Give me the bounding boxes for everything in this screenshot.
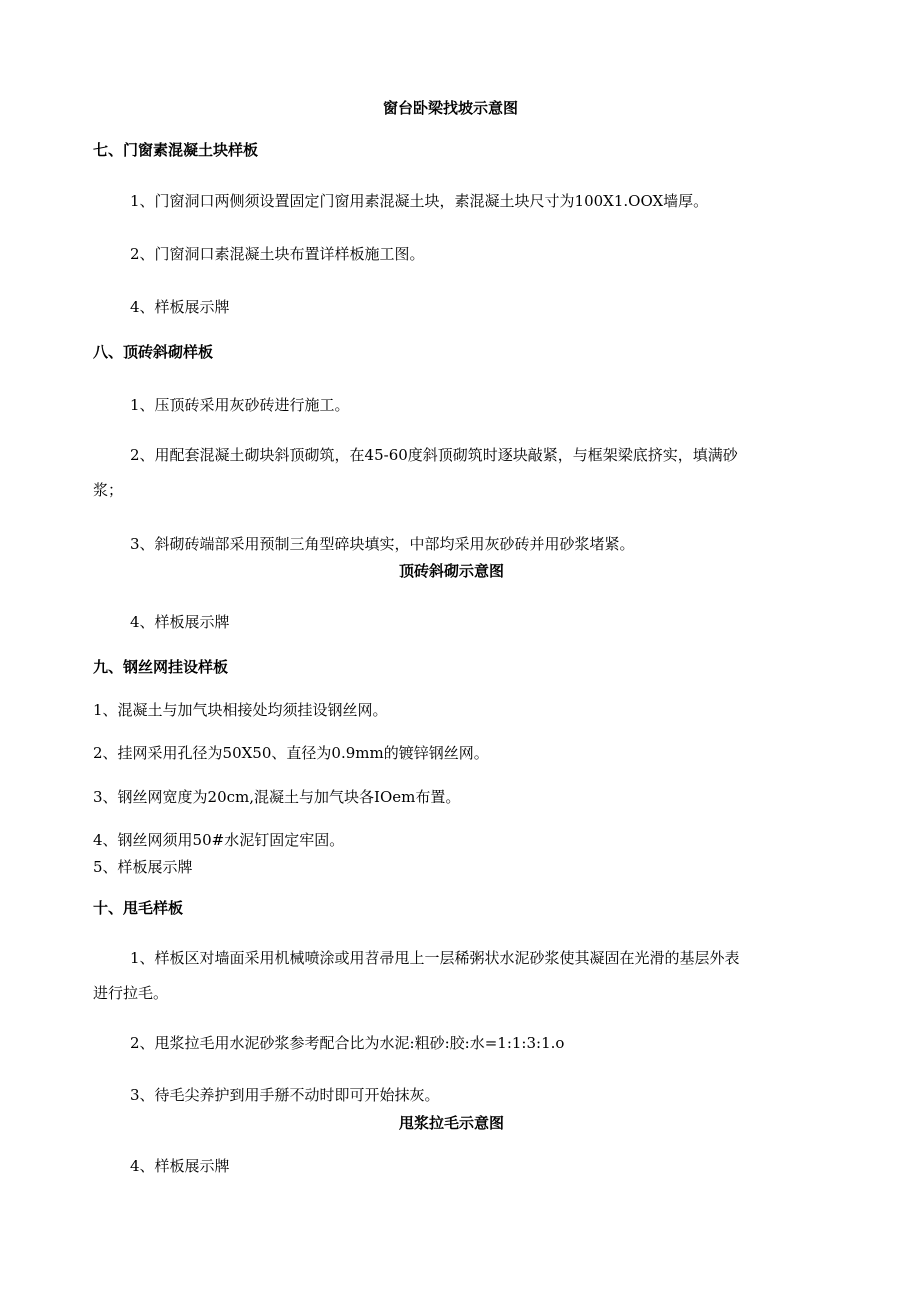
paragraph: 4、钢丝网须用50#水泥钉固定牢固。: [93, 831, 345, 849]
paragraph: 2、挂网采用孔径为50X50、直径为0.9mm的镀锌钢丝网。: [93, 744, 489, 762]
paragraph: 5、样板展示牌: [93, 858, 193, 876]
paragraph: 1、压顶砖采用灰砂砖进行施工。: [130, 396, 350, 414]
paragraph: 1、门窗洞口两侧须设置固定门窗用素混凝土块，素混凝土块尺寸为100X1.OOX墙厚。: [130, 192, 709, 210]
figure-caption-sill-beam: 窗台卧梁找坡示意图: [383, 99, 519, 117]
figure-caption-top-brick: 顶砖斜砌示意图: [399, 562, 505, 580]
paragraph: 3、钢丝网宽度为20cm,混凝土与加气块各IOem布置。: [93, 788, 461, 806]
paragraph: 1、样板区对墙面采用机械喷涂或用苕帚甩上一层稀粥状水泥砂浆使其凝固在光滑的基层外表: [130, 949, 740, 967]
paragraph: 2、用配套混凝土砌块斜顶砌筑，在45-60度斜顶砌筑时逐块敲紧，与框架梁底挤实，填满砂: [130, 446, 738, 464]
paragraph: 2、门窗洞口素混凝土块布置详样板施工图。: [130, 245, 425, 263]
paragraph: 3、斜砌砖端部采用预制三角型碎块填实，中部均采用灰砂砖并用砂浆堵紧。: [130, 535, 635, 553]
paragraph-continuation: 进行拉毛。: [93, 984, 169, 1002]
paragraph: 4、样板展示牌: [130, 298, 230, 316]
paragraph: 4、样板展示牌: [130, 1157, 230, 1175]
section-heading-10: 十、甩毛样板: [93, 899, 184, 917]
paragraph: 4、样板展示牌: [130, 613, 230, 631]
paragraph: 1、混凝土与加气块相接处均须挂设钢丝网。: [93, 701, 388, 719]
paragraph-continuation: 浆；: [93, 481, 124, 499]
section-heading-8: 八、顶砖斜砌样板: [93, 343, 214, 361]
figure-caption-roughcast: 甩浆拉毛示意图: [399, 1114, 505, 1132]
section-heading-9: 九、钢丝网挂设样板: [93, 658, 229, 676]
paragraph: 2、甩浆拉毛用水泥砂浆参考配合比为水泥:粗砂:胶:水=1:1:3:1.o: [130, 1034, 565, 1052]
section-heading-7: 七、门窗素混凝土块样板: [93, 141, 259, 159]
paragraph: 3、待毛尖养护到用手掰不动时即可开始抹灰。: [130, 1086, 440, 1104]
